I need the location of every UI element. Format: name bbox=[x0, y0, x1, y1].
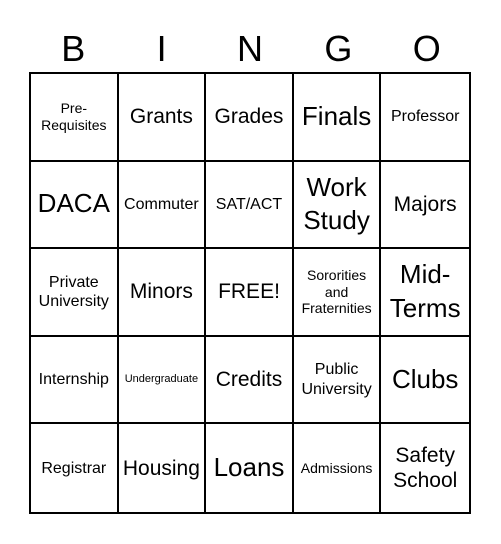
bingo-board bbox=[29, 72, 471, 514]
bingo-cell-r1-c4[interactable] bbox=[294, 74, 382, 162]
cell-label: Finals bbox=[301, 100, 372, 131]
cell-label: DACA bbox=[37, 188, 110, 219]
bingo-cell-r3-c5[interactable] bbox=[381, 249, 469, 337]
bingo-cell-r5-c5[interactable] bbox=[381, 424, 469, 512]
bingo-cell-r5-c1[interactable] bbox=[31, 424, 119, 512]
bingo-cell-r3-c4[interactable] bbox=[294, 249, 382, 337]
bingo-cell-r1-c1[interactable] bbox=[31, 74, 119, 162]
cell-label: Sororities and Fraternities bbox=[301, 266, 372, 317]
cell-label: Internship bbox=[38, 371, 109, 388]
bingo-cell-r4-c1[interactable] bbox=[31, 337, 119, 425]
bingo-header bbox=[29, 26, 471, 72]
bingo-cell-r4-c4[interactable] bbox=[294, 337, 382, 425]
bingo-cell-r4-c3[interactable] bbox=[206, 337, 294, 425]
cell-label: Admissions bbox=[300, 459, 373, 476]
bingo-cell-r5-c3[interactable] bbox=[206, 424, 294, 512]
bingo-cell-r5-c2[interactable] bbox=[119, 424, 207, 512]
bingo-cell-r2-c1[interactable] bbox=[31, 162, 119, 250]
header-letter-g: G bbox=[324, 28, 353, 69]
bingo-cell-r5-c4[interactable] bbox=[294, 424, 382, 512]
header-letter-b: B bbox=[61, 28, 86, 69]
cell-label: Public University bbox=[301, 361, 372, 398]
bingo-cell-r4-c2[interactable] bbox=[119, 337, 207, 425]
bingo-cell-r1-c3[interactable] bbox=[206, 74, 294, 162]
bingo-cell-r3-c2[interactable] bbox=[119, 249, 207, 337]
header-letter-n: N bbox=[236, 28, 263, 69]
cell-label: Commuter bbox=[124, 195, 199, 213]
bingo-cell-r1-c5[interactable] bbox=[381, 74, 469, 162]
cell-label: Private University bbox=[38, 273, 109, 310]
cell-label: Pre- Requisites bbox=[41, 100, 107, 133]
bingo-cell-r3-c3[interactable] bbox=[206, 249, 294, 337]
cell-label: Safety School bbox=[393, 444, 458, 493]
header-letter-o: O bbox=[412, 28, 441, 69]
cell-label: Housing bbox=[122, 456, 200, 480]
cell-label: Loans bbox=[213, 452, 285, 483]
cell-label: Undergraduate bbox=[124, 373, 199, 385]
bingo-cell-r3-c1[interactable] bbox=[31, 249, 119, 337]
bingo-cell-r2-c4[interactable] bbox=[294, 162, 382, 250]
bingo-cell-r4-c5[interactable] bbox=[381, 337, 469, 425]
cell-label: Majors bbox=[393, 192, 457, 216]
bingo-cell-r2-c5[interactable] bbox=[381, 162, 469, 250]
cell-label: Registrar bbox=[41, 459, 107, 477]
cell-label: Clubs bbox=[391, 363, 459, 394]
cell-label: Credits bbox=[215, 368, 283, 391]
header-letter-i: I bbox=[156, 28, 167, 69]
bingo-cell-r1-c2[interactable] bbox=[119, 74, 207, 162]
cell-label: Grades bbox=[214, 105, 284, 129]
cell-label: SAT/ACT bbox=[215, 195, 283, 213]
cell-label: FREE! bbox=[218, 280, 280, 304]
cell-label: Minors bbox=[129, 280, 193, 304]
cell-label: Professor bbox=[390, 108, 460, 126]
bingo-cell-r2-c3[interactable] bbox=[206, 162, 294, 250]
cell-label: Work Study bbox=[303, 171, 370, 236]
cell-label: Grants bbox=[129, 105, 193, 129]
cell-label: Mid- Terms bbox=[389, 259, 461, 323]
bingo-cell-r2-c2[interactable] bbox=[119, 162, 207, 250]
